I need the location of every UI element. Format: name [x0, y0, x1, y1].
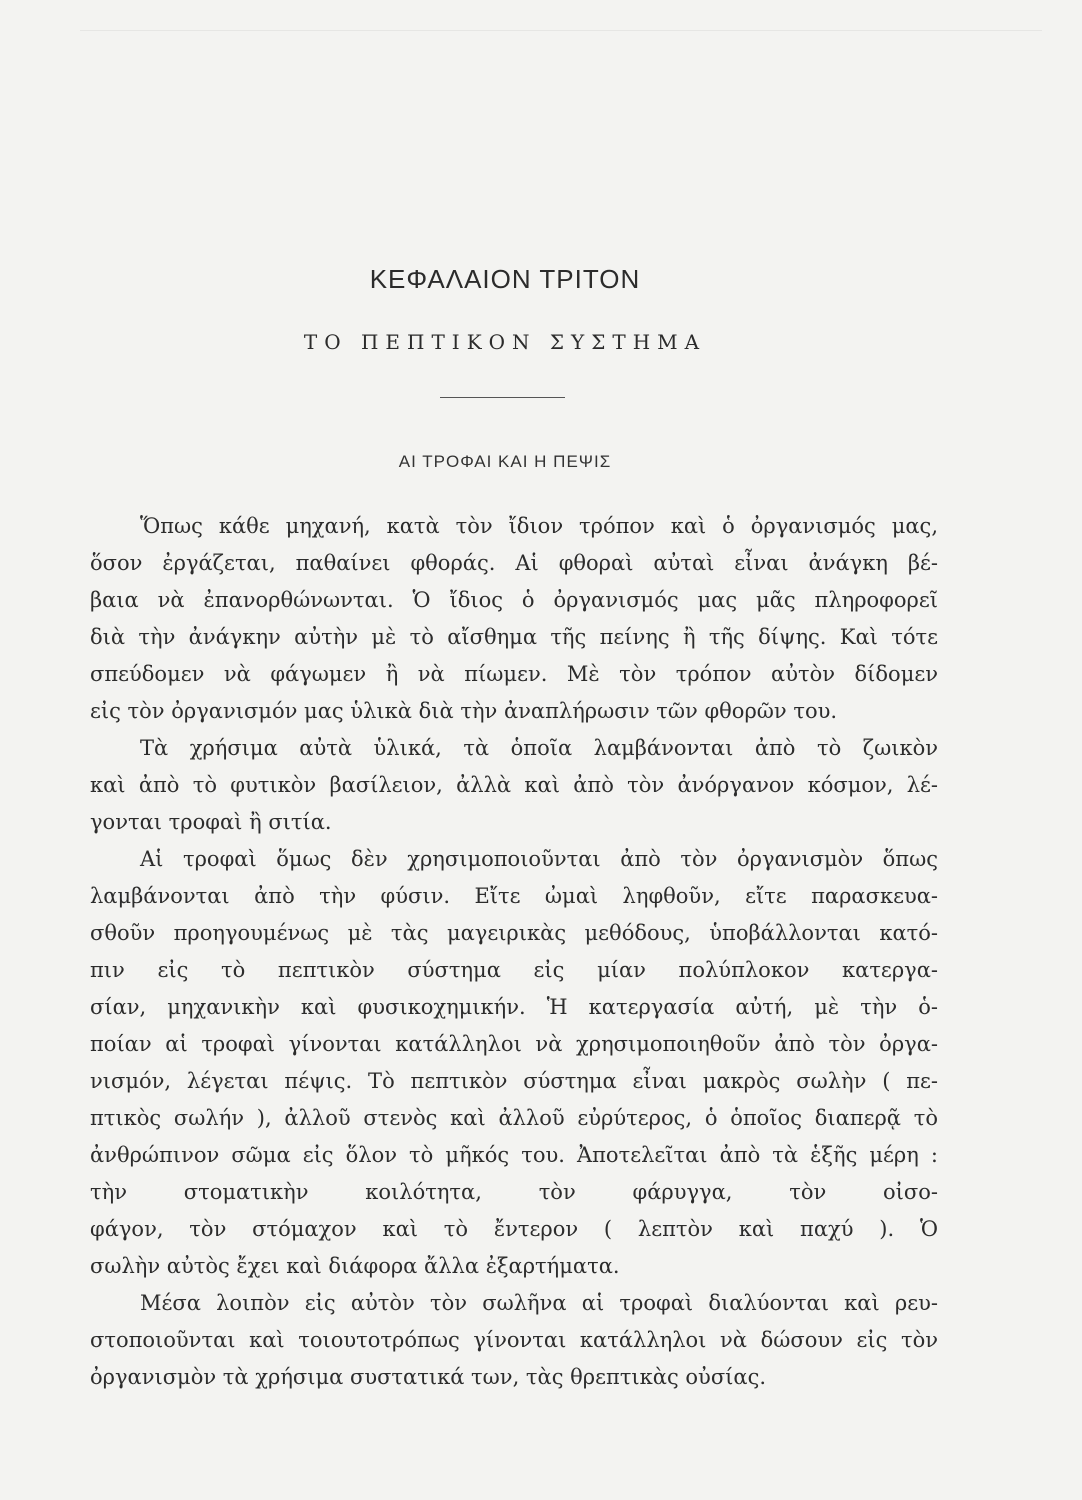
- text-line: ὀργανισμὸν τὰ χρήσιμα συστατικά των, τὰς θρεπτικὰς οὐσίας.: [90, 1365, 767, 1389]
- subsection-title: ΑΙ ΤΡΟΦΑΙ ΚΑΙ Η ΠΕΨΙΣ: [398, 452, 612, 471]
- text-line: καὶ ἀπὸ τὸ φυτικὸν βασίλειον, ἀλλὰ καὶ ἀπὸ τὸν ἀνόργανον κόσμον, λέ-: [90, 773, 938, 797]
- text-line: λαμβάνονται ἀπὸ τὴν φύσιν. Εἴτε ὠμαὶ ληφθοῦν, εἴτε παρασκευα-: [90, 884, 938, 908]
- chapter-title: ΚΕΦΑΛΑΙΟΝ ΤΡΙΤΟΝ: [369, 264, 641, 294]
- bleed-through-header: [80, 30, 1042, 41]
- body-text: [90, 508, 938, 1396]
- text-line: φάγον, τὸν στόμαχον καὶ τὸ ἔντερον ( λεπτὸν καὶ παχύ ). Ὁ: [90, 1217, 938, 1241]
- section-title: ΤΟ ΠΕΠΤΙΚΟΝ ΣΥΣΤΗΜΑ: [303, 330, 707, 354]
- text-line: ἀνθρώπινον σῶμα εἰς ὅλον τὸ μῆκός του. Ἀποτελεῖται ἀπὸ τὰ ἑξῆς μέρη :: [90, 1143, 938, 1167]
- title-divider: [440, 397, 565, 398]
- text-line: ὅσον ἐργάζεται, παθαίνει φθοράς. Αἱ φθοραὶ αὐταὶ εἶναι ἀνάγκη βέ-: [90, 551, 938, 575]
- text-line: σθοῦν προηγουμένως μὲ τὰς μαγειρικὰς μεθόδους, ὑποβάλλονται κατό-: [90, 921, 938, 945]
- text-line: βαια νὰ ἐπανορθώνωνται. Ὁ ἴδιος ὁ ὀργανισμός μας μᾶς πληροφορεῖ: [90, 588, 938, 612]
- text-line: νισμόν, λέγεται πέψις. Τὸ πεπτικὸν σύστημα εἶναι μακρὸς σωλὴν ( πε-: [90, 1069, 938, 1093]
- text-line: γονται τροφαὶ ἢ σιτία.: [90, 810, 332, 834]
- text-line: στοποιοῦνται καὶ τοιουτοτρόπως γίνονται κατάλληλοι νὰ δώσουν εἰς τὸν: [90, 1328, 938, 1352]
- text-line: διὰ τὴν ἀνάγκην αὐτὴν μὲ τὸ αἴσθημα τῆς πείνης ἢ τῆς δίψης. Καὶ τότε: [90, 625, 938, 649]
- text-line: εἰς τὸν ὀργανισμόν μας ὑλικὰ διὰ τὴν ἀναπλήρωσιν τῶν φθορῶν του.: [90, 699, 838, 723]
- text-line: πιν εἰς τὸ πεπτικὸν σύστημα εἰς μίαν πολύπλοκον κατεργα-: [90, 958, 938, 982]
- text-line: σπεύδομεν νὰ φάγωμεν ἢ νὰ πίωμεν. Μὲ τὸν τρόπον αὐτὸν δίδομεν: [90, 662, 938, 686]
- text-line: σωλὴν αὐτὸς ἔχει καὶ διάφορα ἄλλα ἐξαρτήματα.: [90, 1254, 620, 1278]
- text-line: Τὰ χρήσιμα αὐτὰ ὑλικά, τὰ ὁποῖα λαμβάνονται ἀπὸ τὸ ζωικὸν: [140, 736, 938, 760]
- text-line: τὴν στοματικὴν κοιλότητα, τὸν φάρυγγα, τὸν οἰσο-: [90, 1180, 938, 1204]
- text-line: Μέσα λοιπὸν εἰς αὐτὸν τὸν σωλῆνα αἱ τροφαὶ διαλύονται καὶ ρευ-: [140, 1291, 938, 1315]
- text-line: Ὅπως κάθε μηχανή, κατὰ τὸν ἴδιον τρόπον καὶ ὁ ὀργανισμός μας,: [140, 514, 938, 538]
- text-line: Αἱ τροφαὶ ὅμως δὲν χρησιμοποιοῦνται ἀπὸ τὸν ὀργανισμὸν ὅπως: [140, 847, 938, 871]
- text-line: σίαν, μηχανικὴν καὶ φυσικοχημικήν. Ἡ κατεργασία αὐτή, μὲ τὴν ὁ-: [90, 995, 938, 1019]
- text-line: πτικὸς σωλήν ), ἀλλοῦ στενὸς καὶ ἀλλοῦ εὐρύτερος, ὁ ὁποῖος διαπερᾷ τὸ: [90, 1106, 938, 1130]
- text-line: ποίαν αἱ τροφαὶ γίνονται κατάλληλοι νὰ χρησιμοποιηθοῦν ἀπὸ τὸν ὀργα-: [90, 1032, 938, 1056]
